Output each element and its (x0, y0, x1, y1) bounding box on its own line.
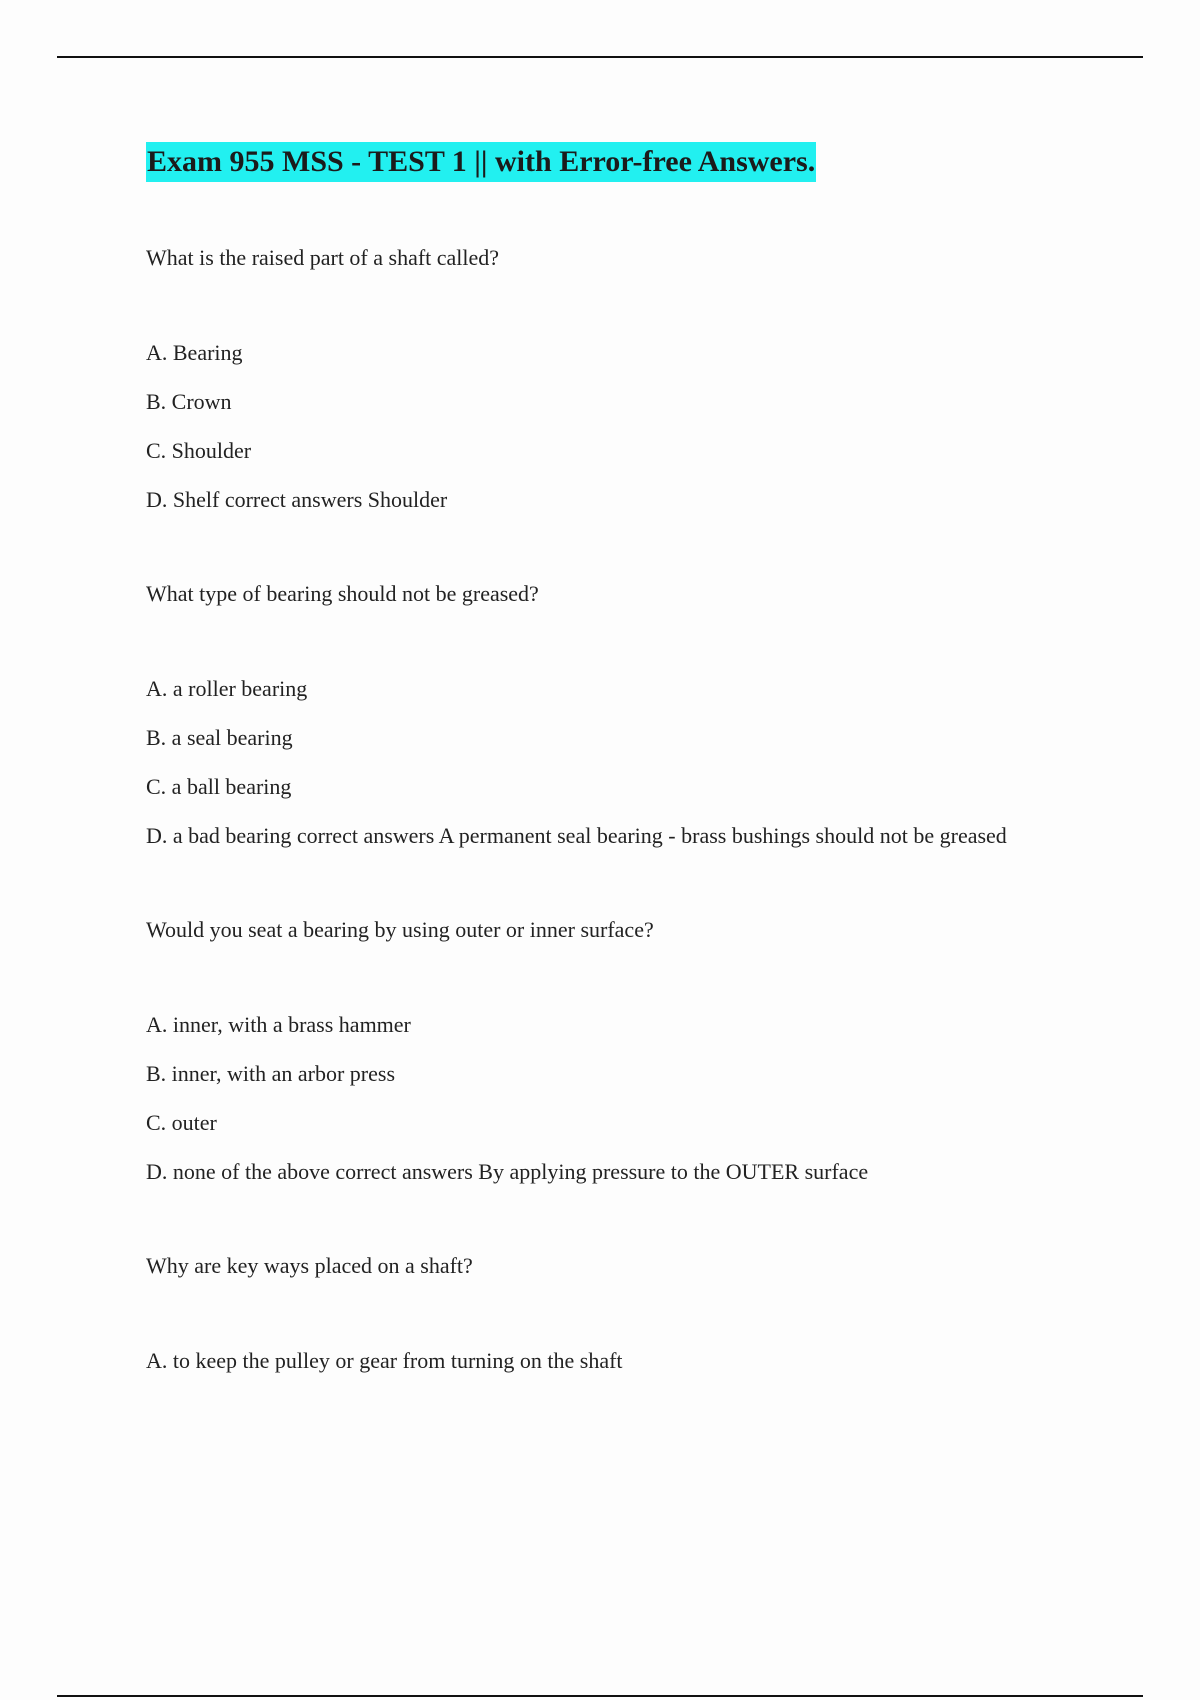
answer-option: C. a ball bearing (146, 774, 292, 799)
answer-options (146, 1344, 1046, 1377)
answer-option: D. none of the above correct answers By applying pressure to the OUTER surface (146, 1159, 869, 1184)
question-block (146, 914, 1046, 1188)
answer-options (146, 336, 1046, 516)
answer-option: D. Shelf correct answers Shoulder (146, 487, 448, 512)
answer-option: B. a seal bearing (146, 725, 293, 750)
answer-option: A. to keep the pulley or gear from turning on the shaft (146, 1348, 623, 1373)
question-block (146, 1250, 1046, 1377)
document-title: Exam 955 MSS - TEST 1 || with Error-free Answers. (146, 142, 816, 182)
answer-options (146, 672, 1046, 852)
answer-option: C. outer (146, 1110, 217, 1135)
question-text: What type of bearing should not be greased? (146, 581, 539, 606)
question-text: Why are key ways placed on a shaft? (146, 1253, 473, 1278)
question-text: Would you seat a bearing by using outer or inner surface? (146, 917, 654, 942)
answer-options (146, 1008, 1046, 1188)
question-block (146, 578, 1046, 852)
answer-option: A. a roller bearing (146, 676, 308, 701)
footer-rule (57, 1695, 1143, 1697)
question-block (146, 242, 1046, 516)
header-rule (57, 56, 1143, 58)
answer-option: C. Shoulder (146, 438, 252, 463)
answer-option: A. Bearing (146, 340, 243, 365)
answer-option: D. a bad bearing correct answers A permanent seal bearing - brass bushings should not be greased (146, 823, 1007, 848)
answer-option: A. inner, with a brass hammer (146, 1012, 411, 1037)
question-text: What is the raised part of a shaft called? (146, 245, 500, 270)
document-body (146, 142, 1046, 1377)
answer-option: B. Crown (146, 389, 232, 414)
answer-option: B. inner, with an arbor press (146, 1061, 396, 1086)
